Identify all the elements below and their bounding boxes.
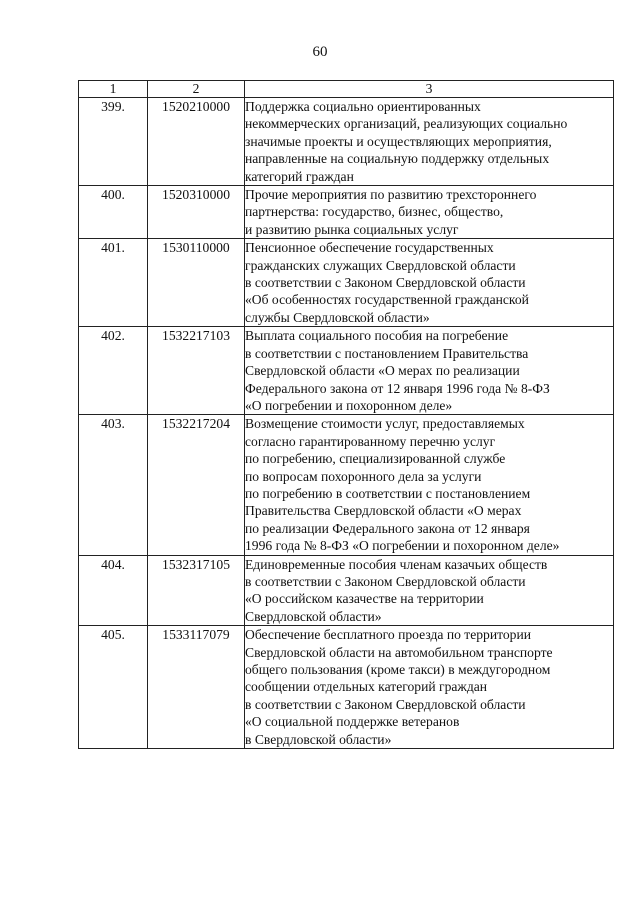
table-row: [79, 626, 614, 749]
column-header-description: 3: [245, 81, 614, 98]
row-number: 400.: [79, 186, 148, 239]
row-code: 1520210000: [148, 98, 245, 186]
table-row: [79, 555, 614, 626]
row-description: Поддержка социально ориентированных некоммерческих организаций, реализующих социально значимые проекты и осуществляющих мероприятия, направленные на социальную поддержку отдельных категорий граждан: [245, 98, 614, 186]
row-code: 1532217103: [148, 327, 245, 415]
column-header-number: 1: [79, 81, 148, 98]
row-number: 405.: [79, 626, 148, 749]
budget-table: [78, 80, 614, 749]
page-number: 60: [312, 44, 328, 60]
table-header-row: [79, 81, 614, 98]
row-description: Пенсионное обеспечение государственных гражданских служащих Свердловской области в соответствии с Законом Свердловской области «Об особенностях государственной гражданской службы Свердловской области»: [245, 239, 614, 327]
row-code: 1530110000: [148, 239, 245, 327]
row-code: 1532317105: [148, 555, 245, 626]
row-description: Возмещение стоимости услуг, предоставляемых согласно гарантированному перечню услуг по погребению, специализированной службе по вопросам похоронного дела за услуги по погребению в соответствии с постановлением Правительства Свердловской области «О мерах по реализации Федерального закона от 12 января 1996 года № 8-ФЗ «О погребении и похоронном деле»: [245, 415, 614, 555]
row-number: 401.: [79, 239, 148, 327]
row-number: 402.: [79, 327, 148, 415]
row-code: 1533117079: [148, 626, 245, 749]
table-row: [79, 98, 614, 186]
table-row: [79, 239, 614, 327]
table-row: [79, 327, 614, 415]
row-description: Выплата социального пособия на погребение в соответствии с постановлением Правительства Свердловской области «О мерах по реализации Федерального закона от 12 января 1996 года № 8-ФЗ «О погребении и похоронном деле»: [245, 327, 614, 415]
row-number: 399.: [79, 98, 148, 186]
row-description: Обеспечение бесплатного проезда по территории Свердловской области на автомобильном транспорте общего пользования (кроме такси) в междугородном сообщении отдельных категорий граждан в соответствии с Законом Свердловской области «О социальной поддержке ветеранов в Свердловской области»: [245, 626, 614, 749]
row-description: Прочие мероприятия по развитию трехстороннего партнерства: государство, бизнес, общество, и развитию рынка социальных услуг: [245, 186, 614, 239]
row-code: 1532217204: [148, 415, 245, 555]
row-number: 403.: [79, 415, 148, 555]
table-row: [79, 415, 614, 555]
row-description: Единовременные пособия членам казачьих обществ в соответствии с Законом Свердловской области «О российском казачестве на территории Свердловской области»: [245, 555, 614, 626]
row-code: 1520310000: [148, 186, 245, 239]
table-row: [79, 186, 614, 239]
row-number: 404.: [79, 555, 148, 626]
column-header-code: 2: [148, 81, 245, 98]
